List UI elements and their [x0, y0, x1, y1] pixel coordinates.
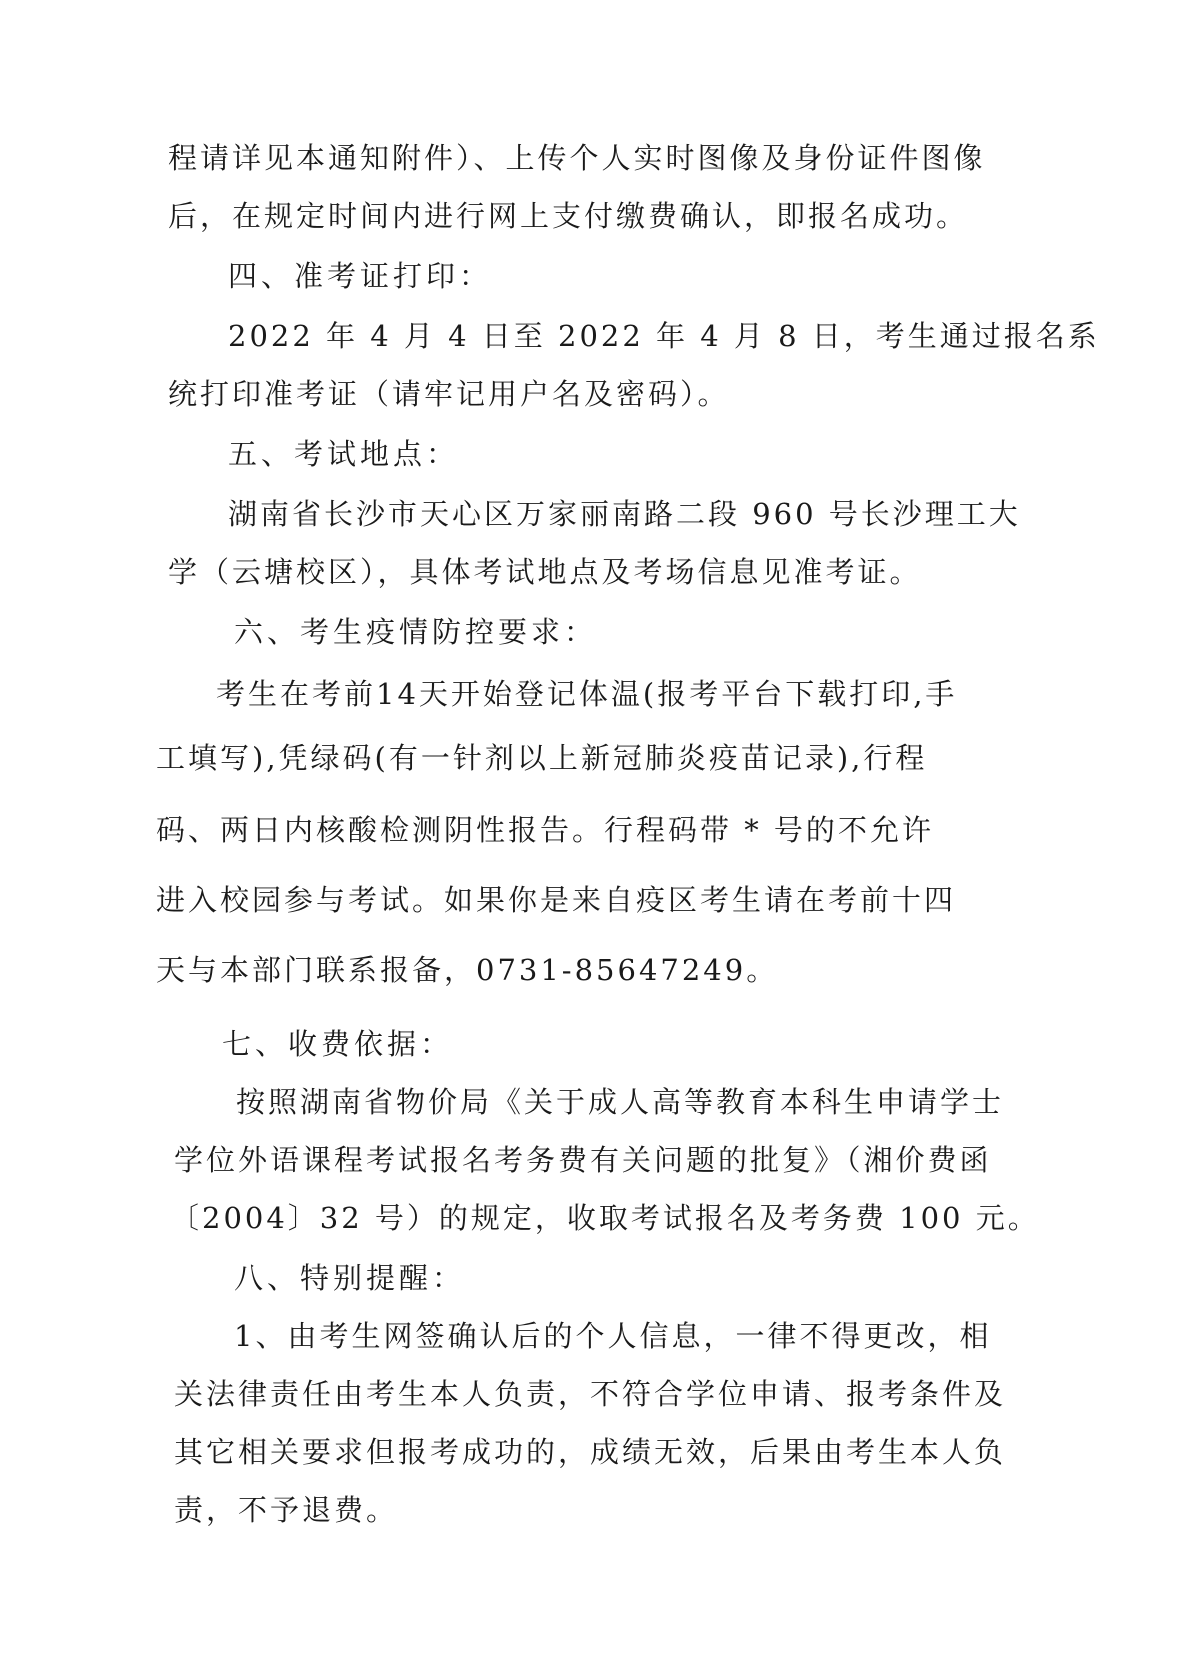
paragraph-line-fee-3: 〔2004〕32 号）的规定，收取考试报名及考务费 100 元。 [170, 1201, 1040, 1235]
paragraph-line-admission-print: 统打印准考证（请牢记用户名及密码）。 [168, 377, 730, 411]
paragraph-line-reminder-2: 关法律责任由考生本人负责，不符合学位申请、报考条件及 [174, 1377, 1007, 1411]
paragraph-line-registration-end: 后，在规定时间内进行网上支付缴费确认，即报名成功。 [168, 199, 969, 233]
paragraph-line-epidemic-5: 天与本部门联系报备，0731-85647249。 [156, 953, 779, 987]
paragraph-line-location-campus: 学（云塘校区），具体考试地点及考场信息见准考证。 [168, 555, 922, 589]
paragraph-line-fee-1: 按照湖南省物价局《关于成人高等教育本科生申请学士 [236, 1085, 1005, 1119]
paragraph-line-epidemic-2: 工填写),凭绿码(有一针剂以上新冠肺炎疫苗记录),行程 [156, 741, 928, 775]
paragraph-line-reminder-3: 其它相关要求但报考成功的，成绩无效，后果由考生本人负 [174, 1435, 1007, 1469]
paragraph-line-epidemic-4: 进入校园参与考试。如果你是来自疫区考生请在考前十四 [156, 883, 957, 917]
paragraph-line-reminder-4: 责，不予退费。 [174, 1493, 399, 1527]
section-heading-special-reminder: 八、特别提醒： [234, 1261, 466, 1295]
paragraph-line-registration-cont: 程请详见本通知附件）、上传个人实时图像及身份证件图像 [168, 141, 986, 175]
paragraph-line-reminder-1: 1、由考生网签确认后的个人信息，一律不得更改，相 [234, 1319, 992, 1353]
paragraph-line-fee-2: 学位外语课程考试报名考务费有关问题的批复》（湘价费函 [174, 1143, 992, 1177]
paragraph-line-admission-dates: 2022 年 4 月 4 日至 2022 年 4 月 8 日，考生通过报名系 [228, 319, 1100, 353]
paragraph-line-epidemic-3: 码、两日内核酸检测阴性报告。行程码带 * 号的不允许 [156, 813, 934, 847]
paragraph-line-epidemic-1: 考生在考前14天开始登记体温(报考平台下载打印,手 [216, 677, 958, 711]
section-heading-exam-location: 五、考试地点： [228, 437, 460, 471]
section-heading-epidemic-control: 六、考生疫情防控要求： [234, 615, 598, 649]
section-heading-fee-basis: 七、收费依据： [222, 1027, 454, 1061]
section-heading-admission-ticket: 四、准考证打印： [228, 259, 493, 293]
paragraph-line-location-address: 湖南省长沙市天心区万家丽南路二段 960 号长沙理工大 [228, 497, 1021, 531]
